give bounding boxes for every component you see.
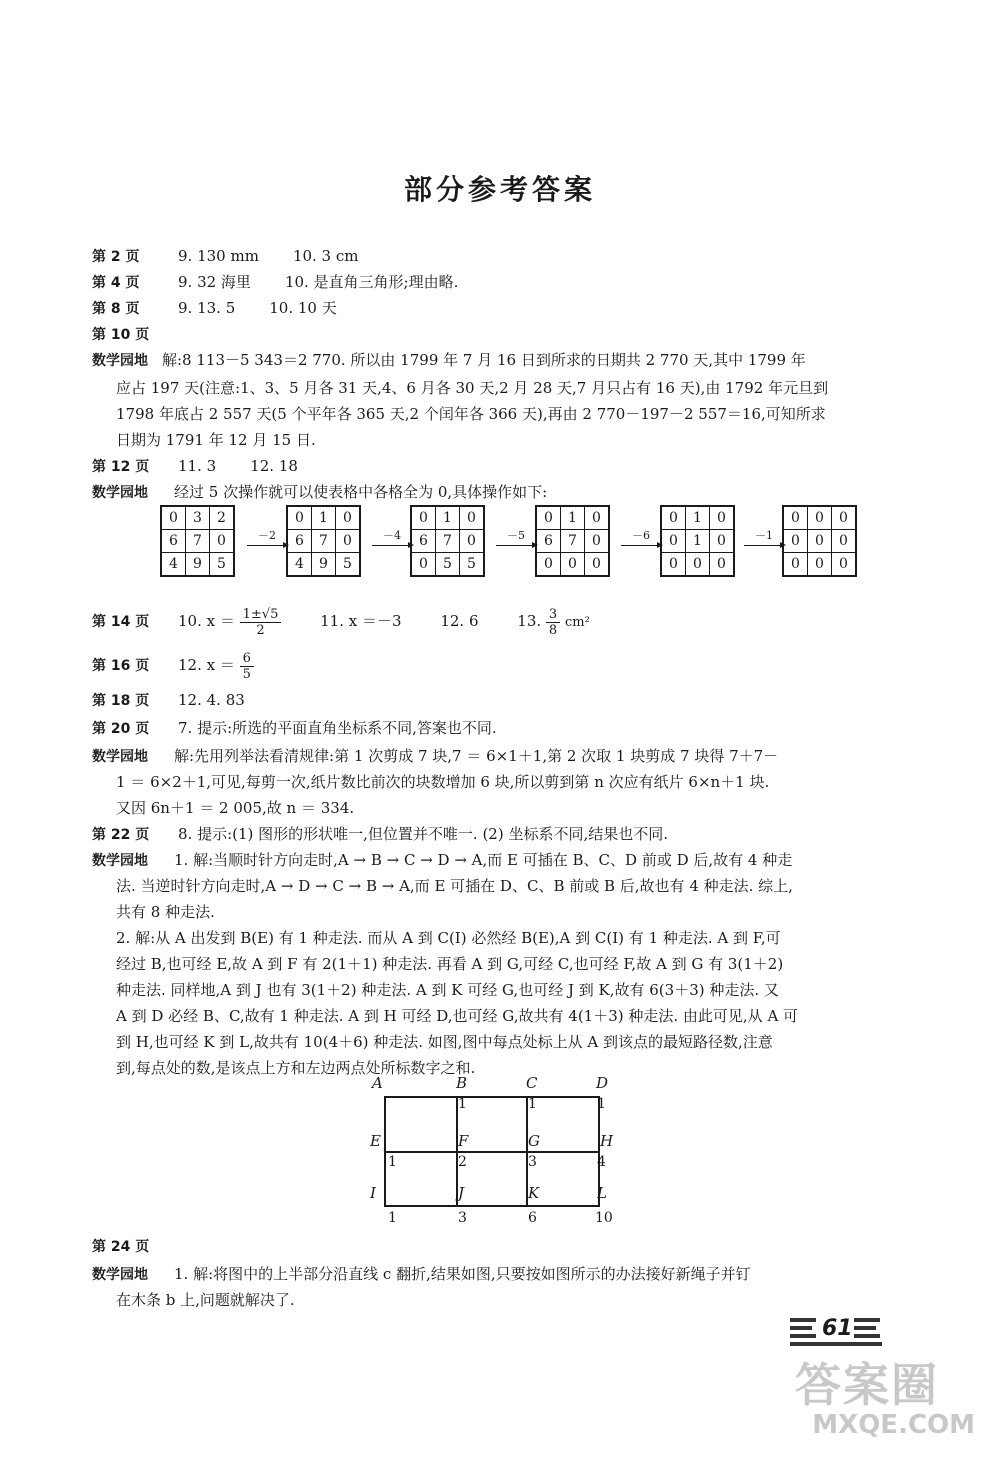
grid-cell: 6 [536,530,561,553]
math-garden-label: 数学园地 [92,749,148,765]
grid-cell: 0 [585,506,610,530]
page-label: 第 8 页 [92,301,140,317]
operation-arrow-1 [247,527,287,546]
grid-cell: 0 [783,553,808,577]
math-garden-label: 数学园地 [92,485,148,501]
page-label: 第 16 页 [92,658,150,674]
grid-cell: 1 [436,506,460,530]
grid-cell: 0 [336,530,361,553]
grid-state-1 [160,505,235,577]
grid-cell: 7 [561,530,585,553]
grid-cell: 1 [686,530,710,553]
math-garden-22-q1-line-1: 数学园地 1. 解:当顺时针方向走时,A → B → C → D → A,而 E 可插在 B、C、D 前或 D 后,故有 4 种走 [92,851,793,869]
answer-page-16: 第 16 页 12. x ＝ $\frac{6}{5}$ [92,650,254,682]
grid-cell: 0 [808,506,832,530]
arrow-icon [372,545,412,546]
grid-state-6 [782,505,857,577]
answer-page-10 [92,324,178,345]
page-label: 第 14 页 [92,614,150,630]
count-f: 2 [458,1154,467,1170]
grid-cell: 0 [832,506,857,530]
grid-cell: 2 [210,506,235,530]
grid-cell: 7 [186,530,210,553]
grid-cell: 0 [585,553,610,577]
count-e: 1 [388,1154,397,1170]
page-label: 第 24 页 [92,1239,150,1255]
count-g: 3 [528,1154,537,1170]
path-grid-lines [384,1096,624,1236]
grid-cell: 7 [436,530,460,553]
grid-cell: 3 [186,506,210,530]
grid-cell: 0 [808,530,832,553]
math-garden-10-line-2: 应占 197 天(注意:1、3、5 月各 31 天,4、6 月各 30 天,2 月 28 天,7 月只占有 16 天),由 1792 年元旦到 [116,379,829,397]
grid-state-2 [286,505,361,577]
answer-12: 12. 18 [250,457,298,475]
operation-arrow-4 [621,527,661,546]
page-label: 第 10 页 [92,327,150,343]
answer-9: 9. 32 海里 [178,273,251,291]
count-k: 6 [528,1210,537,1226]
answer-page-22: 第 22 页 8. 提示:(1) 图形的形状唯一,但位置并不唯一. (2) 坐标系不同,结果也不同. [92,825,669,843]
answer-10: 10. 10 天 [269,299,337,317]
grid-cell: 0 [661,553,686,577]
operation-label: －6 [632,529,650,542]
math-garden-20-line-3: 又因 6n＋1 ＝ 2 005,故 n ＝ 334. [116,799,355,817]
deco-bar [854,1326,876,1330]
grid-cell: 0 [710,530,735,553]
point-l: L [597,1184,607,1202]
page-number: 61 [822,1316,853,1341]
math-garden-20-line-2: 1 ＝ 6×2＋1,可见,每剪一次,纸片数比前次的块数增加 6 块,所以剪到第 n 次应有纸片 6×n＋1 块. [116,773,770,791]
fraction-q13: $\frac{3}{8}$ [546,607,560,638]
math-garden-22-q1-line-2: 法. 当逆时针方向走时,A → D → C → B → A,而 E 可插在 D、C、B 前或 B 后,故也有 4 种走法. 综上, [116,877,793,895]
page-title: 部分参考答案 [403,173,596,206]
answer-page-18: 第 18 页 12. 4. 83 [92,691,245,709]
grid-cell: 5 [210,553,235,577]
math-garden-label: 数学园地 [92,353,148,369]
grid-cell: 7 [312,530,336,553]
watermark-logo [795,1360,985,1450]
grid-cell: 0 [287,506,312,530]
point-g: G [528,1132,540,1150]
math-garden-22-q2-line-6: 到,每点处的数,是该点上方和左边两点处所标数字之和. [116,1059,476,1077]
deco-bar [790,1342,882,1346]
deco-bar [854,1334,880,1338]
grid-cell: 4 [161,553,186,577]
math-garden-label: 数学园地 [92,1267,148,1283]
page-label: 第 22 页 [92,827,150,843]
answer-11: 11. x ＝－3 [320,612,402,630]
operation-arrow-2 [372,527,412,546]
math-garden-12-intro: 数学园地 经过 5 次操作就可以使表格中各格全为 0,具体操作如下: [92,483,548,501]
math-garden-22-q2-line-1: 2. 解:从 A 出发到 B(E) 有 1 种走法. 而从 A 到 C(I) 必然经 B(E),A 到 C(I) 有 1 种走法. A 到 F,可 [116,929,781,947]
grid-cell: 6 [411,530,436,553]
fraction-q12: $\frac{6}{5}$ [240,651,254,682]
grid-cell: 9 [312,553,336,577]
grid-cell: 0 [661,506,686,530]
grid-cell: 0 [536,553,561,577]
grid-cell: 0 [210,530,235,553]
point-b: B [456,1074,468,1092]
grid-cell: 0 [585,530,610,553]
grid-cell: 0 [686,553,710,577]
point-i: I [370,1184,376,1202]
count-l: 10 [595,1210,613,1226]
grid-cell: 0 [661,530,686,553]
grid-cell: 0 [710,506,735,530]
grid-state-5 [660,505,735,577]
point-h: H [600,1132,614,1150]
math-garden-22-q1-line-3: 共有 8 种走法. [116,903,215,921]
math-garden-22-q2-line-5: 到 H,也可经 K 到 L,故共有 10(4＋6) 种走法. 如图,图中每点处标上从 A 到该点的最短路径数,注意 [116,1033,773,1051]
math-garden-10-line-3: 1798 年底占 2 557 天(5 个平年各 365 天,2 个闰年各 366 天),再由 2 770－197－2 557＝16,可知所求 [116,405,826,423]
deco-bar [854,1318,880,1322]
math-garden-22-q2-line-3: 种走法. 同样地,A 到 J 也有 3(1＋2) 种走法. A 到 K 可经 G,也可经 J 到 K,故有 6(3＋3) 种走法. 又 [116,981,779,999]
grid-cell: 1 [686,506,710,530]
grid-cell: 5 [436,553,460,577]
grid-cell: 6 [161,530,186,553]
grid-cell: 0 [536,506,561,530]
page-label: 第 2 页 [92,249,140,265]
answer-9: 9. 130 mm [178,247,259,265]
count-d: 1 [597,1096,606,1112]
grid-state-4 [535,505,610,577]
answer-page-20: 第 20 页 7. 提示:所选的平面直角坐标系不同,答案也不同. [92,719,497,737]
math-garden-24-line-2: 在木条 b 上,问题就解决了. [116,1291,295,1309]
deco-bar [790,1326,812,1330]
point-d: D [596,1074,609,1092]
grid-cell: 1 [312,506,336,530]
operation-arrow-5 [744,527,784,546]
grid-cell: 0 [460,530,485,553]
grid-cell: 0 [561,553,585,577]
grid-cell: 6 [287,530,312,553]
math-garden-22-q2-line-4: A 到 D 必经 B、C,故有 1 种走法. A 到 H 可经 D,也可经 G,故共有 4(1＋3) 种走法. 由此可见,从 A 可 [116,1007,799,1025]
answer-page-4 [92,272,458,293]
grid-cell: 5 [460,553,485,577]
grid-cell: 0 [411,553,436,577]
page-label: 第 4 页 [92,275,140,291]
grid-cell: 5 [336,553,361,577]
answer-page-8 [92,298,337,319]
point-f: F [458,1132,469,1150]
grid-cell: 0 [832,530,857,553]
deco-bar [790,1318,816,1322]
page-label: 第 18 页 [92,693,150,709]
math-garden-20-line-1: 数学园地 解:先用列举法看清规律:第 1 次剪成 7 块,7 ＝ 6×1＋1,第 2 次取 1 块剪成 7 块得 7＋7－ [92,747,779,765]
count-b: 1 [458,1096,467,1112]
grid-cell: 0 [411,506,436,530]
math-garden-10-line-4: 日期为 1791 年 12 月 15 日. [116,431,316,449]
answer-page-14: 第 14 页 10. x ＝ $\frac{1\pm√5}{2}$ 11. x ＝－3 12. 6 13. $\frac{3}{8}$ cm² [92,606,590,638]
count-j: 3 [458,1210,467,1226]
answer-10: 10. 是直角三角形;理由略. [284,273,459,291]
operation-arrow-3 [496,527,536,546]
grid-cell: 0 [460,506,485,530]
math-garden-label: 数学园地 [92,853,148,869]
math-garden-22-q2-line-2: 经过 B,也可经 E,故 A 到 F 有 2(1＋1) 种走法. 再看 A 到 G,可经 C,也可经 F,故 A 到 G 有 3(1＋2) [116,955,784,973]
point-k: K [528,1184,540,1202]
grid-cell: 9 [186,553,210,577]
watermark-text: 答案圈 [795,1358,939,1412]
arrow-icon [247,545,287,546]
grid-cell: 1 [561,506,585,530]
point-c: C [526,1074,538,1092]
grid-cell: 0 [161,506,186,530]
operation-label: －1 [755,529,773,542]
operation-label: －4 [383,529,401,542]
point-a: A [372,1074,383,1092]
fraction-q10: $\frac{1\pm√5}{2}$ [240,607,282,638]
page-label: 第 12 页 [92,459,150,475]
answer-page-2 [92,246,359,267]
arrow-icon [621,545,661,546]
count-h: 4 [597,1154,606,1170]
grid-cell: 0 [710,553,735,577]
arrow-icon [744,545,784,546]
grid-cell: 0 [783,506,808,530]
grid-state-3 [410,505,485,577]
arrow-icon [496,545,536,546]
count-i: 1 [388,1210,397,1226]
math-garden-24-line-1: 数学园地 1. 解:将图中的上半部分沿直线 c 翻折,结果如图,只要按如图所示的办法接好新绳子并钉 [92,1265,751,1283]
grid-cell: 0 [832,553,857,577]
operation-label: －5 [507,529,525,542]
point-j: J [458,1184,465,1202]
answer-12: 12. 6 [440,612,479,630]
answer-page-12 [92,456,298,477]
answer-10: 10. 3 cm [292,247,359,265]
answer-11: 11. 3 [178,457,217,475]
deco-bar [790,1334,816,1338]
answer-9: 9. 13. 5 [178,299,236,317]
grid-cell: 0 [783,530,808,553]
page-number-badge [790,1312,890,1348]
count-c: 1 [528,1096,537,1112]
grid-cell: 0 [808,553,832,577]
watermark-url: MXQE.COM [812,1410,975,1440]
page-label: 第 20 页 [92,721,150,737]
grid-cell: 0 [336,506,361,530]
math-garden-10-line-1: 数学园地 解:8 113－5 343＝2 770. 所以由 1799 年 7 月 16 日到所求的日期共 2 770 天,其中 1799 年 [92,351,806,369]
operation-label: －2 [258,529,276,542]
answer-page-24 [92,1236,178,1257]
point-e: E [370,1132,381,1150]
grid-cell: 4 [287,553,312,577]
